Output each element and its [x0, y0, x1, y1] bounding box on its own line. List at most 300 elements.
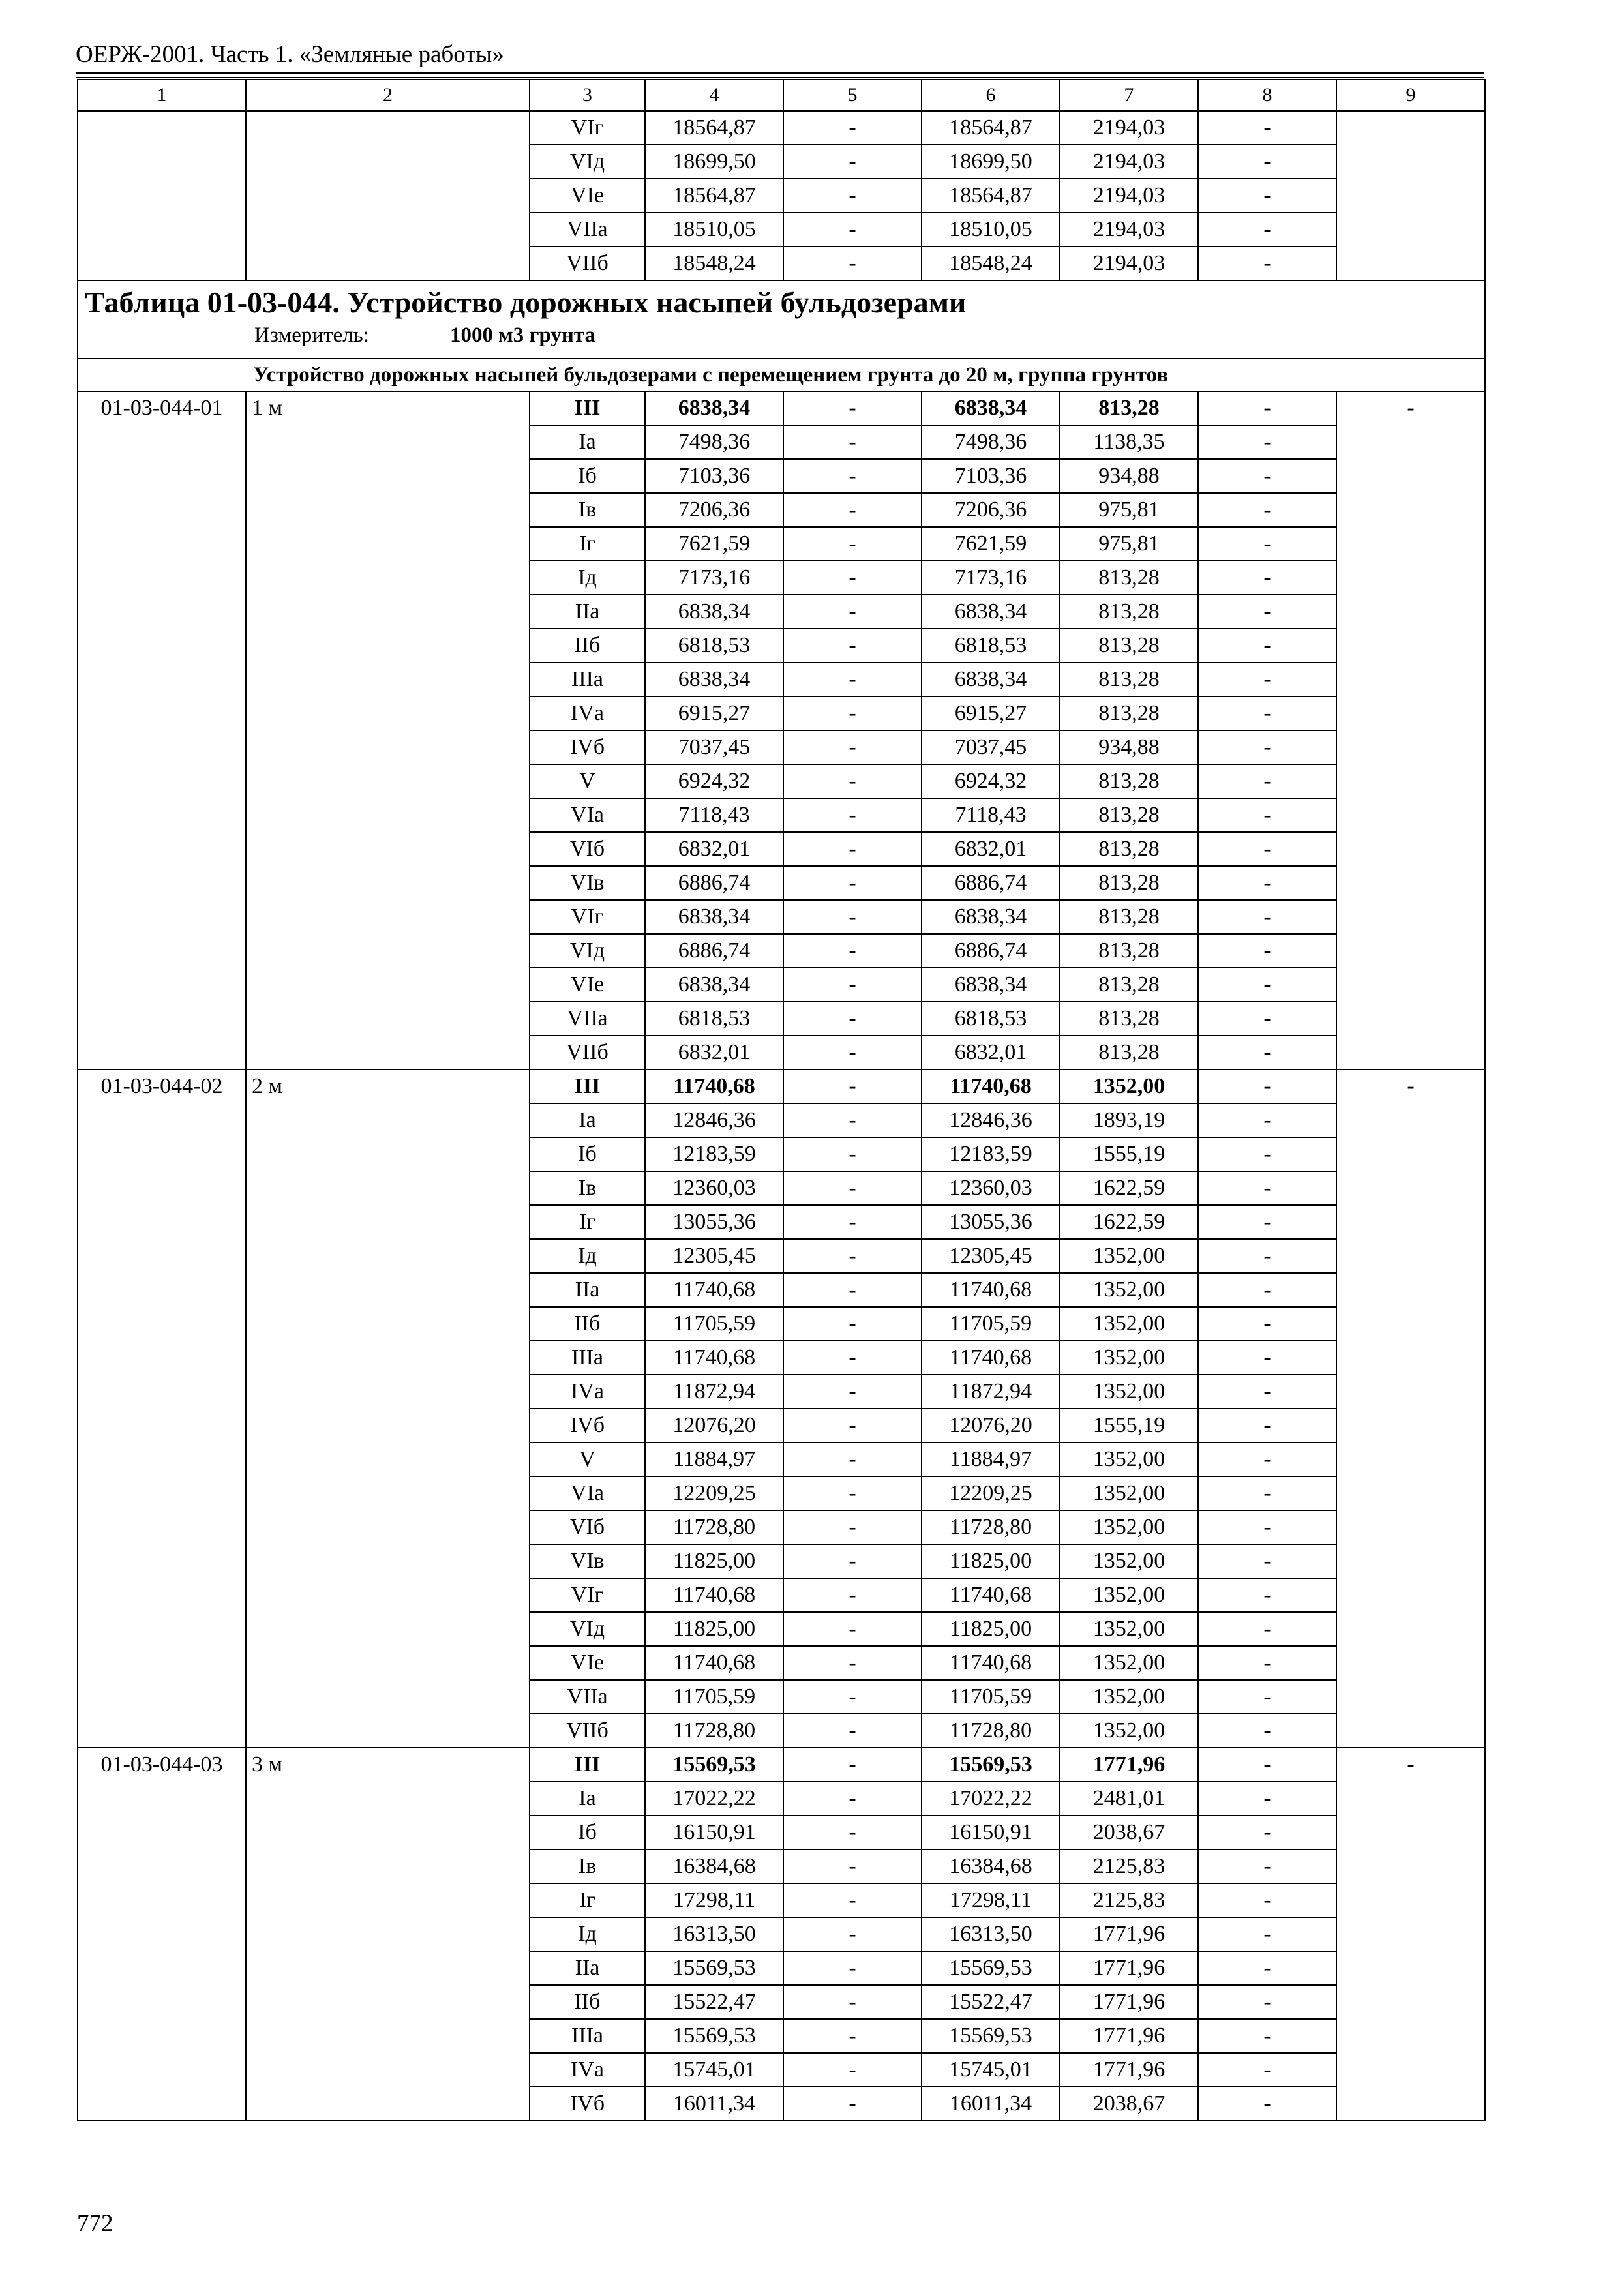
rates-table-body	[78, 80, 1485, 2121]
machine-operation-cell: 11740,68	[922, 1341, 1060, 1375]
direct-cost-cell: 6924,32	[645, 764, 783, 798]
machine-operation-cell: 6886,74	[922, 934, 1060, 968]
machinist-wages-cell: 1352,00	[1060, 1578, 1198, 1612]
materials-cell: -	[1198, 1917, 1336, 1951]
materials-cell: -	[1198, 968, 1336, 1002]
direct-cost-cell: 7118,43	[645, 798, 783, 832]
soil-group-cell: IIб	[530, 629, 645, 663]
soil-group-cell: Iв	[530, 493, 645, 527]
soil-group-cell: IVб	[530, 2087, 645, 2121]
soil-group-cell: IVа	[530, 1375, 645, 1409]
soil-group-cell: VIIа	[530, 1002, 645, 1036]
machinist-wages-cell: 1352,00	[1060, 1646, 1198, 1680]
direct-cost-cell: 7621,59	[645, 527, 783, 561]
worker-wages-cell: -	[783, 595, 922, 629]
soil-group-cell: Iв	[530, 1849, 645, 1883]
direct-cost-cell: 7037,45	[645, 730, 783, 764]
worker-wages-cell: -	[783, 1171, 922, 1205]
materials-cell: -	[1198, 798, 1336, 832]
materials-cell: -	[1198, 1578, 1336, 1612]
soil-group-cell: VIе	[530, 968, 645, 1002]
direct-cost-cell: 12360,03	[645, 1171, 783, 1205]
machine-operation-cell: 6838,34	[922, 595, 1060, 629]
direct-cost-cell: 16011,34	[645, 2087, 783, 2121]
worker-wages-cell: -	[783, 1849, 922, 1883]
worker-wages-cell: -	[783, 730, 922, 764]
machine-operation-cell: 7173,16	[922, 561, 1060, 595]
soil-group-cell: VIб	[530, 832, 645, 866]
worker-wages-cell: -	[783, 2087, 922, 2121]
soil-group-cell: III	[530, 1070, 645, 1103]
soil-group-cell: III	[530, 1748, 645, 1782]
machinist-wages-cell: 1352,00	[1060, 1510, 1198, 1544]
worker-wages-cell: -	[783, 1070, 922, 1103]
direct-cost-cell: 11728,80	[645, 1510, 783, 1544]
soil-group-cell: Iг	[530, 1205, 645, 1239]
machine-operation-cell: 15522,47	[922, 1985, 1060, 2019]
soil-group-cell: VIе	[530, 1646, 645, 1680]
materials-cell: -	[1198, 179, 1336, 213]
materials-cell: -	[1198, 1307, 1336, 1341]
direct-cost-cell: 12183,59	[645, 1137, 783, 1171]
materials-cell: -	[1198, 866, 1336, 900]
worker-wages-cell: -	[783, 900, 922, 934]
materials-cell: -	[1198, 1036, 1336, 1070]
machine-operation-cell: 6924,32	[922, 764, 1060, 798]
machine-operation-cell: 11872,94	[922, 1375, 1060, 1409]
worker-wages-cell: -	[783, 1375, 922, 1409]
name-cell	[246, 111, 530, 280]
materials-cell: -	[1198, 493, 1336, 527]
worker-wages-cell: -	[783, 213, 922, 247]
direct-cost-cell: 15745,01	[645, 2053, 783, 2087]
soil-group-cell: III	[530, 391, 645, 425]
machine-operation-cell: 6838,34	[922, 900, 1060, 934]
soil-group-cell: VIд	[530, 934, 645, 968]
machinist-wages-cell: 1555,19	[1060, 1409, 1198, 1443]
direct-cost-cell: 18510,05	[645, 213, 783, 247]
labour-cell: -	[1336, 391, 1485, 1070]
worker-wages-cell: -	[783, 1443, 922, 1476]
machine-operation-cell: 6838,34	[922, 391, 1060, 425]
machine-operation-cell: 12846,36	[922, 1103, 1060, 1137]
rates-table	[77, 79, 1486, 2121]
machinist-wages-cell: 813,28	[1060, 1036, 1198, 1070]
materials-cell: -	[1198, 1002, 1336, 1036]
machinist-wages-cell: 813,28	[1060, 866, 1198, 900]
worker-wages-cell: -	[783, 629, 922, 663]
worker-wages-cell: -	[783, 1680, 922, 1714]
soil-group-cell: VIIа	[530, 213, 645, 247]
soil-group-cell: VIб	[530, 1510, 645, 1544]
soil-group-cell: Iа	[530, 1103, 645, 1137]
machinist-wages-cell: 2194,03	[1060, 213, 1198, 247]
worker-wages-cell: -	[783, 1036, 922, 1070]
direct-cost-cell: 11884,97	[645, 1443, 783, 1476]
column-number: 9	[1336, 80, 1485, 111]
meter-value: 1000 м3 грунта	[450, 323, 596, 347]
worker-wages-cell: -	[783, 2053, 922, 2087]
materials-cell: -	[1198, 2053, 1336, 2087]
direct-cost-cell: 6915,27	[645, 696, 783, 730]
materials-cell: -	[1198, 1341, 1336, 1375]
machinist-wages-cell: 2194,03	[1060, 111, 1198, 145]
materials-cell: -	[1198, 1510, 1336, 1544]
direct-cost-cell: 7103,36	[645, 459, 783, 493]
soil-group-cell: IIб	[530, 1307, 645, 1341]
direct-cost-cell: 7173,16	[645, 561, 783, 595]
machine-operation-cell: 18510,05	[922, 213, 1060, 247]
worker-wages-cell: -	[783, 1883, 922, 1917]
machinist-wages-cell: 813,28	[1060, 798, 1198, 832]
machinist-wages-cell: 1771,96	[1060, 1985, 1198, 2019]
soil-group-cell: VIIа	[530, 1680, 645, 1714]
worker-wages-cell: -	[783, 764, 922, 798]
machine-operation-cell: 11705,59	[922, 1307, 1060, 1341]
machine-operation-cell: 7498,36	[922, 425, 1060, 459]
machine-operation-cell: 16384,68	[922, 1849, 1060, 1883]
soil-group-cell: VIа	[530, 1476, 645, 1510]
machine-operation-cell: 18564,87	[922, 111, 1060, 145]
machine-operation-cell: 11740,68	[922, 1578, 1060, 1612]
worker-wages-cell: -	[783, 561, 922, 595]
machinist-wages-cell: 1138,35	[1060, 425, 1198, 459]
machine-operation-cell: 6818,53	[922, 1002, 1060, 1036]
machine-operation-cell: 11728,80	[922, 1714, 1060, 1748]
direct-cost-cell: 15569,53	[645, 1748, 783, 1782]
soil-group-cell: IVб	[530, 730, 645, 764]
direct-cost-cell: 6886,74	[645, 934, 783, 968]
materials-cell: -	[1198, 663, 1336, 696]
machinist-wages-cell: 1352,00	[1060, 1375, 1198, 1409]
machine-operation-cell: 13055,36	[922, 1205, 1060, 1239]
materials-cell: -	[1198, 1544, 1336, 1578]
worker-wages-cell: -	[783, 663, 922, 696]
worker-wages-cell: -	[783, 1476, 922, 1510]
table-subtitle: Устройство дорожных насыпей бульдозерами с перемещением грунта до 20 м, группа грунтов	[78, 359, 1485, 391]
column-number: 2	[246, 80, 530, 111]
worker-wages-cell: -	[783, 459, 922, 493]
code-cell	[78, 111, 246, 280]
machinist-wages-cell: 2194,03	[1060, 145, 1198, 179]
materials-cell: -	[1198, 1137, 1336, 1171]
direct-cost-cell: 6832,01	[645, 1036, 783, 1070]
labour-cell	[1336, 111, 1485, 280]
materials-cell: -	[1198, 1680, 1336, 1714]
machine-operation-cell: 16011,34	[922, 2087, 1060, 2121]
soil-group-cell: IIIа	[530, 663, 645, 696]
direct-cost-cell: 11825,00	[645, 1544, 783, 1578]
materials-cell: -	[1198, 111, 1336, 145]
materials-cell: -	[1198, 1951, 1336, 1985]
column-number: 4	[645, 80, 783, 111]
soil-group-cell: Iд	[530, 1917, 645, 1951]
materials-cell: -	[1198, 1273, 1336, 1307]
worker-wages-cell: -	[783, 1510, 922, 1544]
worker-wages-cell: -	[783, 798, 922, 832]
soil-group-cell: IIIа	[530, 2019, 645, 2053]
materials-cell: -	[1198, 1070, 1336, 1103]
item-code: 01-03-044-03	[78, 1748, 246, 2121]
direct-cost-cell: 17022,22	[645, 1782, 783, 1816]
direct-cost-cell: 11740,68	[645, 1341, 783, 1375]
direct-cost-cell: 18564,87	[645, 179, 783, 213]
machinist-wages-cell: 1622,59	[1060, 1205, 1198, 1239]
machinist-wages-cell: 1352,00	[1060, 1273, 1198, 1307]
machine-operation-cell: 11884,97	[922, 1443, 1060, 1476]
machine-operation-cell: 7037,45	[922, 730, 1060, 764]
machine-operation-cell: 6818,53	[922, 629, 1060, 663]
page-running-title: ОЕРЖ-2001. Часть 1. «Земляные работы»	[76, 41, 504, 68]
column-number: 1	[78, 80, 246, 111]
worker-wages-cell: -	[783, 1951, 922, 1985]
direct-cost-cell: 7498,36	[645, 425, 783, 459]
soil-group-cell: VIг	[530, 900, 645, 934]
direct-cost-cell: 12846,36	[645, 1103, 783, 1137]
machine-operation-cell: 6832,01	[922, 832, 1060, 866]
machine-operation-cell: 6838,34	[922, 663, 1060, 696]
meter-line	[85, 323, 1484, 348]
table-title: Таблица 01-03-044. Устройство дорожных насыпей бульдозерами	[85, 286, 967, 319]
machinist-wages-cell: 2038,67	[1060, 2087, 1198, 2121]
materials-cell: -	[1198, 1171, 1336, 1205]
machinist-wages-cell: 813,28	[1060, 391, 1198, 425]
materials-cell: -	[1198, 730, 1336, 764]
soil-group-cell: IIб	[530, 1985, 645, 2019]
materials-cell: -	[1198, 527, 1336, 561]
direct-cost-cell: 15569,53	[645, 2019, 783, 2053]
direct-cost-cell: 11740,68	[645, 1273, 783, 1307]
soil-group-cell: IVа	[530, 696, 645, 730]
direct-cost-cell: 15522,47	[645, 1985, 783, 2019]
worker-wages-cell: -	[783, 1103, 922, 1137]
worker-wages-cell: -	[783, 934, 922, 968]
worker-wages-cell: -	[783, 1307, 922, 1341]
soil-group-cell: Iд	[530, 1239, 645, 1273]
machine-operation-cell: 17022,22	[922, 1782, 1060, 1816]
materials-cell: -	[1198, 1782, 1336, 1816]
soil-group-cell: Iа	[530, 1782, 645, 1816]
soil-group-cell: VIIб	[530, 247, 645, 280]
materials-cell: -	[1198, 1612, 1336, 1646]
machinist-wages-cell: 975,81	[1060, 527, 1198, 561]
direct-cost-cell: 6832,01	[645, 832, 783, 866]
direct-cost-cell: 6838,34	[645, 968, 783, 1002]
machinist-wages-cell: 813,28	[1060, 968, 1198, 1002]
machine-operation-cell: 12183,59	[922, 1137, 1060, 1171]
direct-cost-cell: 11740,68	[645, 1070, 783, 1103]
materials-cell: -	[1198, 145, 1336, 179]
machinist-wages-cell: 813,28	[1060, 832, 1198, 866]
worker-wages-cell: -	[783, 493, 922, 527]
materials-cell: -	[1198, 247, 1336, 280]
worker-wages-cell: -	[783, 1782, 922, 1816]
direct-cost-cell: 6838,34	[645, 663, 783, 696]
machinist-wages-cell: 1352,00	[1060, 1070, 1198, 1103]
worker-wages-cell: -	[783, 1714, 922, 1748]
worker-wages-cell: -	[783, 1239, 922, 1273]
machine-operation-cell: 7118,43	[922, 798, 1060, 832]
machine-operation-cell: 12360,03	[922, 1171, 1060, 1205]
machinist-wages-cell: 1352,00	[1060, 1680, 1198, 1714]
machine-operation-cell: 16313,50	[922, 1917, 1060, 1951]
worker-wages-cell: -	[783, 1816, 922, 1849]
machine-operation-cell: 12209,25	[922, 1476, 1060, 1510]
soil-group-cell: Iб	[530, 459, 645, 493]
materials-cell: -	[1198, 1103, 1336, 1137]
column-number: 3	[530, 80, 645, 111]
worker-wages-cell: -	[783, 1612, 922, 1646]
worker-wages-cell: -	[783, 1273, 922, 1307]
direct-cost-cell: 11740,68	[645, 1646, 783, 1680]
soil-group-cell: V	[530, 764, 645, 798]
machine-operation-cell: 6915,27	[922, 696, 1060, 730]
soil-group-cell: IIIа	[530, 1341, 645, 1375]
machine-operation-cell: 7206,36	[922, 493, 1060, 527]
soil-group-cell: Iг	[530, 527, 645, 561]
worker-wages-cell: -	[783, 145, 922, 179]
direct-cost-cell: 6838,34	[645, 391, 783, 425]
machine-operation-cell: 11740,68	[922, 1273, 1060, 1307]
machinist-wages-cell: 813,28	[1060, 1002, 1198, 1036]
machinist-wages-cell: 1771,96	[1060, 1748, 1198, 1782]
direct-cost-cell: 11872,94	[645, 1375, 783, 1409]
direct-cost-cell: 17298,11	[645, 1883, 783, 1917]
machine-operation-cell: 18548,24	[922, 247, 1060, 280]
table-subtitle-row	[78, 359, 1485, 391]
table-row	[78, 1070, 1485, 1103]
direct-cost-cell: 18699,50	[645, 145, 783, 179]
direct-cost-cell: 6886,74	[645, 866, 783, 900]
materials-cell: -	[1198, 1205, 1336, 1239]
machinist-wages-cell: 813,28	[1060, 900, 1198, 934]
machine-operation-cell: 18564,87	[922, 179, 1060, 213]
machine-operation-cell: 15569,53	[922, 2019, 1060, 2053]
materials-cell: -	[1198, 213, 1336, 247]
soil-group-cell: VIв	[530, 1544, 645, 1578]
direct-cost-cell: 11728,80	[645, 1714, 783, 1748]
machinist-wages-cell: 2038,67	[1060, 1816, 1198, 1849]
column-number-row	[78, 80, 1485, 111]
labour-cell: -	[1336, 1748, 1485, 2121]
worker-wages-cell: -	[783, 696, 922, 730]
direct-cost-cell: 12209,25	[645, 1476, 783, 1510]
direct-cost-cell: 11705,59	[645, 1307, 783, 1341]
direct-cost-cell: 13055,36	[645, 1205, 783, 1239]
materials-cell: -	[1198, 1816, 1336, 1849]
materials-cell: -	[1198, 832, 1336, 866]
worker-wages-cell: -	[783, 1409, 922, 1443]
item-code: 01-03-044-01	[78, 391, 246, 1070]
direct-cost-cell: 12076,20	[645, 1409, 783, 1443]
soil-group-cell: VIа	[530, 798, 645, 832]
machinist-wages-cell: 813,28	[1060, 764, 1198, 798]
worker-wages-cell: -	[783, 1646, 922, 1680]
worker-wages-cell: -	[783, 968, 922, 1002]
machinist-wages-cell: 1352,00	[1060, 1307, 1198, 1341]
machine-operation-cell: 11728,80	[922, 1510, 1060, 1544]
machinist-wages-cell: 813,28	[1060, 561, 1198, 595]
machine-operation-cell: 6832,01	[922, 1036, 1060, 1070]
machinist-wages-cell: 1893,19	[1060, 1103, 1198, 1137]
direct-cost-cell: 6838,34	[645, 595, 783, 629]
soil-group-cell: IIа	[530, 595, 645, 629]
page-number: 772	[77, 2210, 113, 2237]
machine-operation-cell: 15569,53	[922, 1748, 1060, 1782]
direct-cost-cell: 15569,53	[645, 1951, 783, 1985]
worker-wages-cell: -	[783, 391, 922, 425]
materials-cell: -	[1198, 425, 1336, 459]
header-rule-thin	[76, 77, 1484, 78]
materials-cell: -	[1198, 1646, 1336, 1680]
table-row	[78, 1748, 1485, 1782]
machine-operation-cell: 12305,45	[922, 1239, 1060, 1273]
worker-wages-cell: -	[783, 247, 922, 280]
soil-group-cell: Iг	[530, 1883, 645, 1917]
soil-group-cell: Iв	[530, 1171, 645, 1205]
materials-cell: -	[1198, 1748, 1336, 1782]
table-title-row	[78, 280, 1485, 359]
materials-cell: -	[1198, 764, 1336, 798]
item-code: 01-03-044-02	[78, 1070, 246, 1748]
materials-cell: -	[1198, 2087, 1336, 2121]
direct-cost-cell: 16384,68	[645, 1849, 783, 1883]
item-name: 2 м	[246, 1070, 530, 1748]
soil-group-cell: Iб	[530, 1816, 645, 1849]
machinist-wages-cell: 2194,03	[1060, 179, 1198, 213]
materials-cell: -	[1198, 459, 1336, 493]
machinist-wages-cell: 1771,96	[1060, 1951, 1198, 1985]
soil-group-cell: V	[530, 1443, 645, 1476]
table-row	[78, 391, 1485, 425]
materials-cell: -	[1198, 934, 1336, 968]
worker-wages-cell: -	[783, 1578, 922, 1612]
soil-group-cell: VIг	[530, 1578, 645, 1612]
soil-group-cell: Iа	[530, 425, 645, 459]
item-name: 3 м	[246, 1748, 530, 2121]
worker-wages-cell: -	[783, 1917, 922, 1951]
item-name: 1 м	[246, 391, 530, 1070]
soil-group-cell: IIа	[530, 1273, 645, 1307]
materials-cell: -	[1198, 1476, 1336, 1510]
worker-wages-cell: -	[783, 1002, 922, 1036]
machine-operation-cell: 17298,11	[922, 1883, 1060, 1917]
direct-cost-cell: 16150,91	[645, 1816, 783, 1849]
machinist-wages-cell: 1352,00	[1060, 1544, 1198, 1578]
soil-group-cell: VIIб	[530, 1036, 645, 1070]
machine-operation-cell: 7103,36	[922, 459, 1060, 493]
soil-group-cell: IIа	[530, 1951, 645, 1985]
machine-operation-cell: 16150,91	[922, 1816, 1060, 1849]
column-number: 7	[1060, 80, 1198, 111]
soil-group-cell: IVа	[530, 2053, 645, 2087]
worker-wages-cell: -	[783, 2019, 922, 2053]
direct-cost-cell: 11740,68	[645, 1578, 783, 1612]
materials-cell: -	[1198, 1883, 1336, 1917]
machinist-wages-cell: 1555,19	[1060, 1137, 1198, 1171]
direct-cost-cell: 6838,34	[645, 900, 783, 934]
machinist-wages-cell: 1622,59	[1060, 1171, 1198, 1205]
materials-cell: -	[1198, 391, 1336, 425]
machine-operation-cell: 15745,01	[922, 2053, 1060, 2087]
machine-operation-cell: 6886,74	[922, 866, 1060, 900]
materials-cell: -	[1198, 1239, 1336, 1273]
direct-cost-cell: 6818,53	[645, 1002, 783, 1036]
machinist-wages-cell: 2125,83	[1060, 1849, 1198, 1883]
soil-group-cell: VIе	[530, 179, 645, 213]
machine-operation-cell: 11705,59	[922, 1680, 1060, 1714]
materials-cell: -	[1198, 561, 1336, 595]
